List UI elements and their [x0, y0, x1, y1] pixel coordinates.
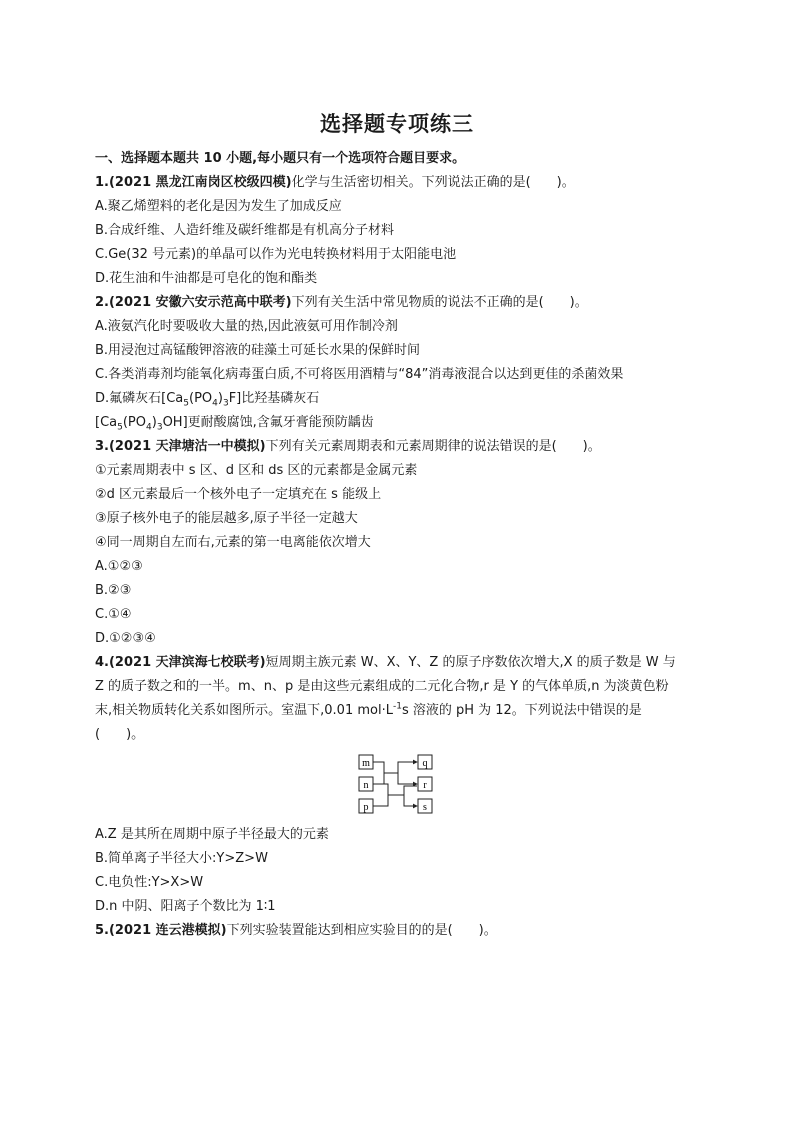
question-stem: 下列实验装置能达到相应实验目的的是( )。 — [226, 923, 497, 938]
connector-m — [373, 762, 384, 773]
question-source: .(2021 天津滨海七校联考) — [104, 655, 266, 670]
question-2 — [95, 291, 701, 315]
question-5 — [95, 919, 701, 943]
conversion-diagram-svg — [358, 753, 438, 817]
option-b: B.简单离子半径大小:Y>Z>W — [95, 851, 268, 866]
option-d-text: ) — [217, 391, 223, 406]
question-number: 1 — [95, 175, 105, 190]
label-s: s — [423, 802, 427, 813]
option-d-text: [Ca — [95, 415, 118, 430]
option-d-text: OH]更耐酸腐蚀,含氟牙膏能预防龋齿 — [162, 415, 374, 430]
answer-bracket: ( )。 — [95, 727, 145, 742]
label-r: r — [423, 780, 427, 791]
label-p: p — [363, 802, 369, 813]
connector-p — [373, 795, 388, 806]
option-d: D.n 中阴、阳离子个数比为 1∶1 — [95, 899, 276, 914]
option-b: B.②③ — [95, 583, 132, 598]
subscript: 3 — [222, 398, 229, 409]
subscript: 5 — [117, 422, 123, 433]
question-number: 4 — [95, 655, 105, 670]
subscript: 4 — [212, 398, 218, 409]
statement-2: ②d 区元素最后一个核外电子一定填充在 s 能级上 — [95, 487, 382, 502]
option-d: D.花生油和牛油都是可皂化的饱和酯类 — [95, 271, 318, 286]
superscript: -1 — [392, 701, 402, 712]
option-a: A.液氨汽化时要吸收大量的热,因此液氨可用作制冷剂 — [95, 319, 398, 334]
question-stem: 短周期主族元素 W、X、Y、Z 的原子序数依次增大,X 的质子数是 W 与 — [265, 655, 676, 670]
stem-text: s 溶液的 pH 为 12。下列说法中错误的是 — [401, 703, 642, 718]
page-title: 选择题专项练三 — [320, 111, 474, 136]
option-d-continued — [95, 411, 701, 435]
option-b: B.合成纤维、人造纤维及碳纤维都是有机高分子材料 — [95, 223, 395, 238]
option-c: C.电负性:Y>X>W — [95, 875, 204, 890]
subscript: 3 — [156, 422, 163, 433]
subscript: 5 — [183, 398, 189, 409]
question-stem: 下列有关元素周期表和元素周期律的说法错误的是( )。 — [265, 439, 601, 454]
section-heading: 一、选择题本题共 10 小题,每小题只有一个选项符合题目要求。 — [95, 151, 466, 166]
question-number: 3 — [95, 439, 105, 454]
statement-1: ①元素周期表中 s 区、d 区和 ds 区的元素都是金属元素 — [95, 463, 418, 478]
statement-4: ④同一周期自左而右,元素的第一电离能依次增大 — [95, 535, 371, 550]
question-source: .(2021 黑龙江南岗区校级四模) — [104, 175, 292, 190]
question-source: .(2021 安徽六安示范高中联考) — [104, 295, 292, 310]
question-stem: 化学与生活密切相关。下列说法正确的是( )。 — [291, 175, 575, 190]
question-source: .(2021 连云港模拟) — [104, 923, 227, 938]
question-stem: 下列有关生活中常见物质的说法不正确的是( )。 — [291, 295, 588, 310]
conversion-diagram — [95, 753, 701, 821]
label-m: m — [362, 758, 370, 769]
arrow-to-s — [388, 795, 417, 806]
option-c: C.①④ — [95, 607, 132, 622]
question-source: .(2021 天津塘沽一中模拟) — [104, 439, 266, 454]
question-1 — [95, 171, 701, 195]
option-d-text: (PO — [122, 415, 147, 430]
option-d: D.①②③④ — [95, 631, 156, 646]
stem-text: 末,相关物质转化关系如图所示。室温下,0.01 mol·L — [95, 703, 393, 718]
question-number: 2 — [95, 295, 105, 310]
arrow-to-r-b — [404, 786, 417, 795]
option-b: B.用浸泡过高锰酸钾溶液的硅藻土可延长水果的保鲜时间 — [95, 343, 421, 358]
question-4 — [95, 651, 701, 675]
arrow-to-r-a — [398, 773, 417, 784]
question-number: 5 — [95, 923, 105, 938]
option-d-text: (PO — [189, 391, 213, 406]
connector-n-top — [373, 773, 384, 784]
question-3 — [95, 435, 701, 459]
option-a: A.①②③ — [95, 559, 143, 574]
option-d-text: F]比羟基磷灰石 — [228, 391, 320, 406]
arrow-to-q — [384, 762, 417, 773]
subscript: 4 — [146, 422, 152, 433]
option-a: A.Z 是其所在周期中原子半径最大的元素 — [95, 827, 329, 842]
option-c: C.Ge(32 号元素)的单晶可以作为光电转换材料用于太阳能电池 — [95, 247, 457, 262]
question-content — [95, 147, 701, 943]
option-c: C.各类消毒剂均能氧化病毒蛋白质,不可将医用酒精与“84”消毒液混合以达到更佳的杀菌效果 — [95, 367, 624, 382]
option-a: A.聚乙烯塑料的老化是因为发生了加成反应 — [95, 199, 342, 214]
statement-3: ③原子核外电子的能层越多,原子半径一定越大 — [95, 511, 358, 526]
label-q: q — [422, 758, 428, 769]
option-d — [95, 387, 701, 411]
label-n: n — [363, 780, 369, 791]
question-stem-line: Z 的质子数之和的一半。m、n、p 是由这些元素组成的二元化合物,r 是 Y 的气体单质,n 为淡黄色粉 — [95, 679, 669, 694]
option-d-text: D.氟磷灰石[Ca — [95, 391, 184, 406]
option-d-text: ) — [151, 415, 157, 430]
question-stem-line — [95, 699, 701, 723]
connector-n-bottom — [373, 784, 388, 795]
